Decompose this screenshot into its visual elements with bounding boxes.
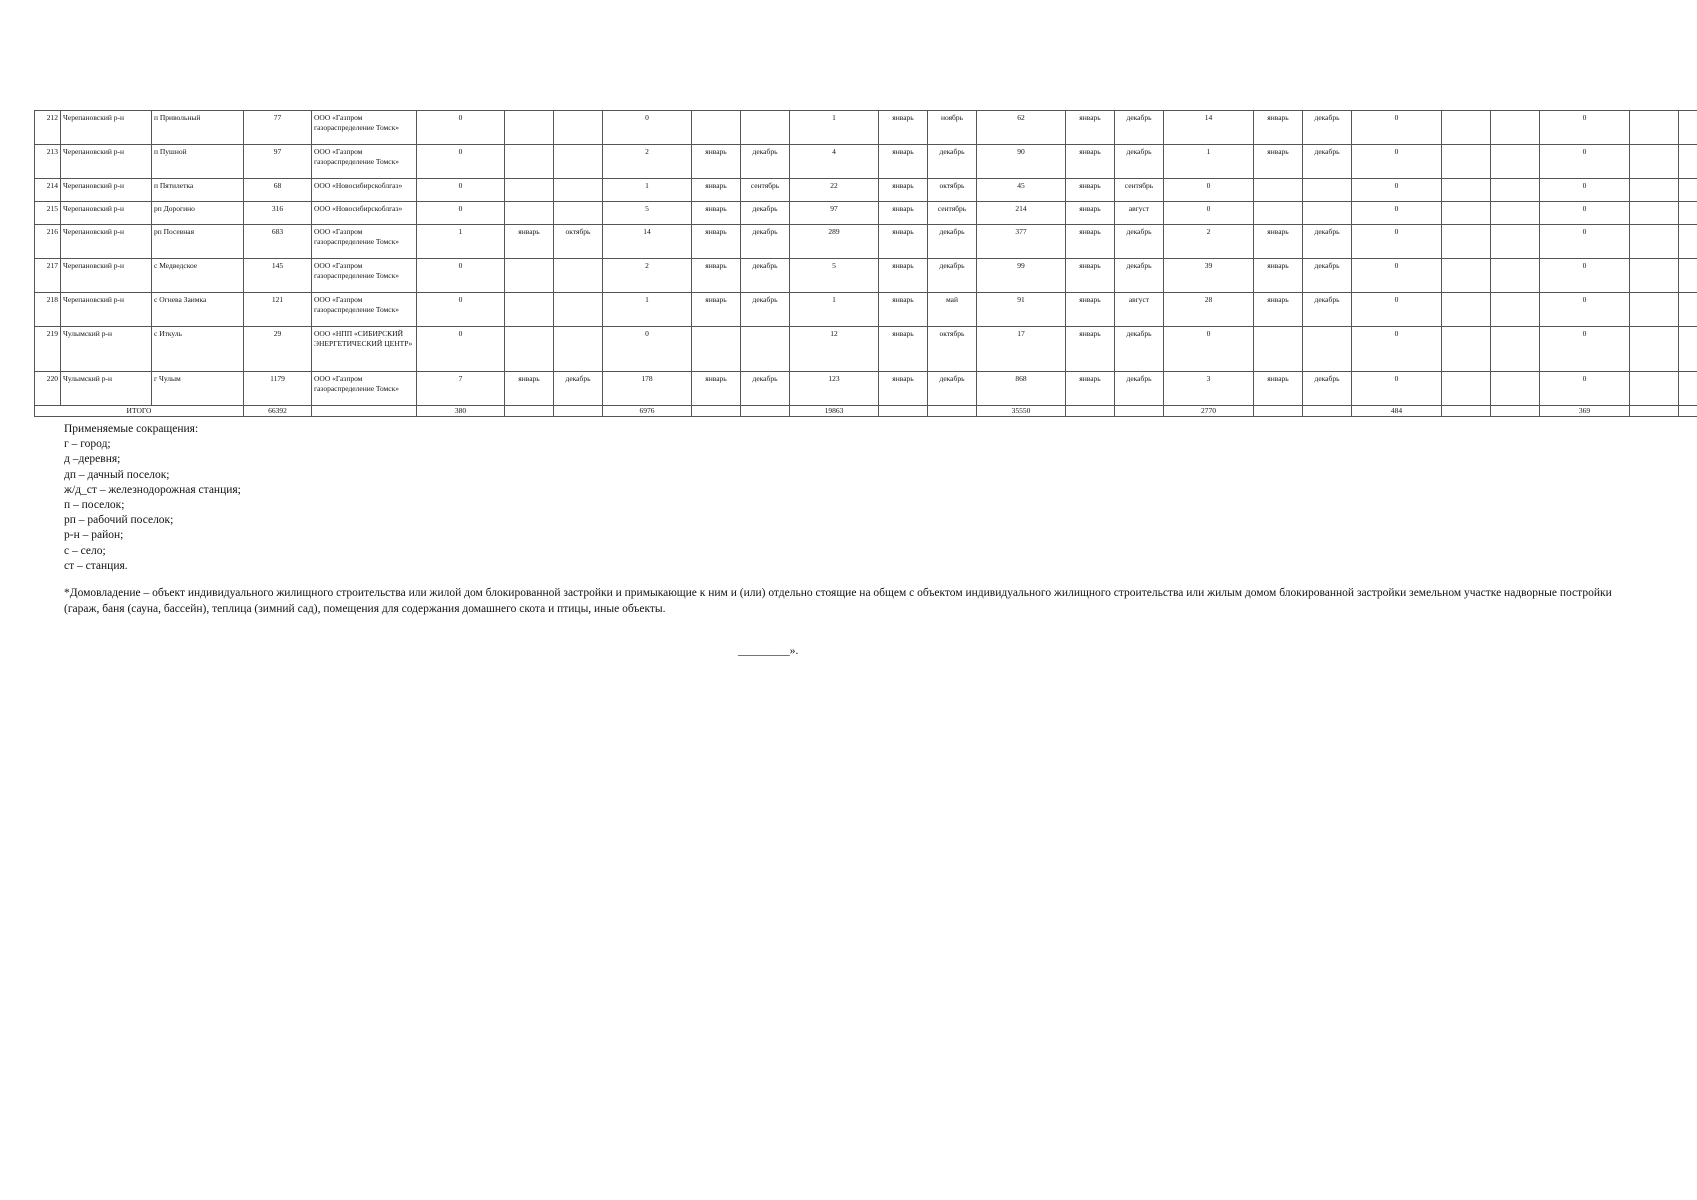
start-month-cell: январь xyxy=(879,259,928,293)
count-cell: 0 xyxy=(1540,145,1630,179)
count-cell: 4 xyxy=(790,145,879,179)
count-cell: 0 xyxy=(417,259,505,293)
start-month-cell: январь xyxy=(879,111,928,145)
end-month-cell xyxy=(1491,145,1540,179)
abbreviation-item: г – город; xyxy=(64,438,111,451)
count-cell: 62 xyxy=(977,111,1066,145)
start-month-cell: январь xyxy=(879,372,928,406)
start-month-cell xyxy=(1254,179,1303,202)
end-month-cell xyxy=(741,111,790,145)
district-cell: Черепановский р-н xyxy=(61,259,152,293)
count-cell: 377 xyxy=(977,225,1066,259)
end-month-cell: декабрь xyxy=(741,293,790,327)
end-month-cell xyxy=(1679,179,1697,202)
start-month-cell xyxy=(505,259,554,293)
district-cell: Черепановский р-н xyxy=(61,293,152,327)
count-cell: 0 xyxy=(1352,327,1442,372)
count-cell: 0 xyxy=(417,327,505,372)
households-count-cell: 145 xyxy=(244,259,312,293)
abbreviation-item: рп – рабочий поселок; xyxy=(64,514,174,527)
organization-cell: ООО «НПП «СИБИРСКИЙ ЭНЕРГЕТИЧЕСКИЙ ЦЕНТР» xyxy=(312,327,417,372)
start-month-cell xyxy=(1630,293,1679,327)
end-month-cell xyxy=(1679,202,1697,225)
start-month-cell xyxy=(1442,259,1491,293)
abbreviation-item: ст – станция. xyxy=(64,559,128,572)
end-month-cell: декабрь xyxy=(741,225,790,259)
end-month-cell xyxy=(554,293,603,327)
count-cell: 0 xyxy=(1540,327,1630,372)
district-cell: Черепановский р-н xyxy=(61,179,152,202)
count-cell: 178 xyxy=(603,372,692,406)
count-cell: 0 xyxy=(1164,202,1254,225)
start-month-cell: январь xyxy=(1254,225,1303,259)
end-month-cell xyxy=(1679,372,1697,406)
start-month-cell: январь xyxy=(692,293,741,327)
end-month-cell: август xyxy=(1115,293,1164,327)
end-month-cell: октябрь xyxy=(928,179,977,202)
start-month-cell xyxy=(505,202,554,225)
totals-count-cell: 6976 xyxy=(603,406,692,417)
end-month-cell xyxy=(1679,145,1697,179)
organization-cell: ООО «Газпром газораспределение Томск» xyxy=(312,259,417,293)
start-month-cell xyxy=(692,327,741,372)
count-cell: 0 xyxy=(1164,327,1254,372)
count-cell: 0 xyxy=(1164,179,1254,202)
district-cell: Черепановский р-н xyxy=(61,111,152,145)
count-cell: 0 xyxy=(603,327,692,372)
count-cell: 0 xyxy=(1352,179,1442,202)
count-cell: 1 xyxy=(417,225,505,259)
district-cell: Чулымский р-н xyxy=(61,327,152,372)
totals-empty-cell xyxy=(1491,406,1540,417)
row-number-cell: 219 xyxy=(35,327,61,372)
end-month-cell xyxy=(1679,259,1697,293)
end-month-cell: сентябрь xyxy=(928,202,977,225)
count-cell: 289 xyxy=(790,225,879,259)
start-month-cell xyxy=(1630,327,1679,372)
totals-empty-cell xyxy=(879,406,928,417)
start-month-cell: январь xyxy=(1066,259,1115,293)
start-month-cell xyxy=(1442,327,1491,372)
count-cell: 0 xyxy=(1540,202,1630,225)
start-month-cell: январь xyxy=(1066,293,1115,327)
settlement-cell: с Иткуль xyxy=(152,327,244,372)
count-cell: 45 xyxy=(977,179,1066,202)
settlement-cell: рп Дорогино xyxy=(152,202,244,225)
end-month-cell: сентябрь xyxy=(1115,179,1164,202)
count-cell: 5 xyxy=(603,202,692,225)
totals-households: 66392 xyxy=(244,406,312,417)
table-row xyxy=(35,179,1697,202)
settlement-cell: п Пятилетка xyxy=(152,179,244,202)
start-month-cell: январь xyxy=(879,225,928,259)
start-month-cell xyxy=(1254,202,1303,225)
count-cell: 0 xyxy=(1352,225,1442,259)
households-count-cell: 97 xyxy=(244,145,312,179)
households-count-cell: 29 xyxy=(244,327,312,372)
count-cell: 0 xyxy=(1540,372,1630,406)
totals-count-cell: 19863 xyxy=(790,406,879,417)
start-month-cell xyxy=(1630,111,1679,145)
table-row xyxy=(35,202,1697,225)
end-month-cell: декабрь xyxy=(741,372,790,406)
abbreviation-item: с – село; xyxy=(64,544,106,557)
totals-empty-cell xyxy=(554,406,603,417)
start-month-cell: январь xyxy=(1066,202,1115,225)
end-month-cell: декабрь xyxy=(1303,111,1352,145)
table-row xyxy=(35,293,1697,327)
start-month-cell xyxy=(1254,327,1303,372)
totals-count-cell: 484 xyxy=(1352,406,1442,417)
count-cell: 0 xyxy=(1352,145,1442,179)
settlement-cell: с Медведское xyxy=(152,259,244,293)
totals-count-cell: 35550 xyxy=(977,406,1066,417)
end-month-cell: декабрь xyxy=(1303,225,1352,259)
start-month-cell: январь xyxy=(1254,259,1303,293)
count-cell: 2 xyxy=(1164,225,1254,259)
count-cell: 97 xyxy=(790,202,879,225)
start-month-cell xyxy=(505,327,554,372)
totals-empty-cell xyxy=(312,406,417,417)
start-month-cell: январь xyxy=(692,372,741,406)
count-cell: 0 xyxy=(1352,372,1442,406)
row-number-cell: 215 xyxy=(35,202,61,225)
organization-cell: ООО «Газпром газораспределение Томск» xyxy=(312,372,417,406)
start-month-cell: январь xyxy=(1066,179,1115,202)
end-month-cell xyxy=(554,111,603,145)
start-month-cell xyxy=(1442,111,1491,145)
count-cell: 0 xyxy=(1352,293,1442,327)
end-month-cell xyxy=(1491,293,1540,327)
footnote-text: *Домовладение – объект индивидуального жилищного строительства или жилой дом блокированной застройки и примыкающие к ним и (или) отдельно стоящие на общем с объектом индивидуального жилищного строительства или жилым домом блокированной застройки земельном участке надворные постройки (гараж, баня (сауна, бассейн), теплица (зимний сад), помещения для содержания домашнего скота и птицы, иные объекты. xyxy=(64,587,1612,615)
end-month-cell xyxy=(1491,179,1540,202)
start-month-cell: январь xyxy=(1254,111,1303,145)
organization-cell: ООО «Газпром газораспределение Томск» xyxy=(312,111,417,145)
table-body xyxy=(35,111,1697,417)
start-month-cell xyxy=(1442,372,1491,406)
gasification-schedule-table xyxy=(34,110,1697,417)
end-month-cell: декабрь xyxy=(1303,372,1352,406)
count-cell: 0 xyxy=(1352,202,1442,225)
start-month-cell xyxy=(1630,225,1679,259)
totals-empty-cell xyxy=(1630,406,1679,417)
settlement-cell: г Чулым xyxy=(152,372,244,406)
start-month-cell: январь xyxy=(505,225,554,259)
end-month-cell xyxy=(554,327,603,372)
start-month-cell xyxy=(505,145,554,179)
abbreviation-item: п – поселок; xyxy=(64,499,125,512)
start-month-cell: январь xyxy=(1066,225,1115,259)
count-cell: 214 xyxy=(977,202,1066,225)
organization-cell: ООО «Новосибирскоблгаз» xyxy=(312,202,417,225)
start-month-cell: январь xyxy=(692,202,741,225)
abbreviation-item: д –деревня; xyxy=(64,453,121,466)
table-row xyxy=(35,111,1697,145)
count-cell: 7 xyxy=(417,372,505,406)
end-month-cell xyxy=(554,179,603,202)
row-number-cell: 217 xyxy=(35,259,61,293)
end-month-cell: декабрь xyxy=(928,225,977,259)
end-month-cell: декабрь xyxy=(1115,225,1164,259)
end-month-cell: декабрь xyxy=(1115,372,1164,406)
start-month-cell: январь xyxy=(879,293,928,327)
end-month-cell xyxy=(1491,259,1540,293)
end-month-cell: декабрь xyxy=(1115,259,1164,293)
count-cell: 0 xyxy=(1540,293,1630,327)
start-month-cell xyxy=(1630,179,1679,202)
end-month-cell: декабрь xyxy=(1115,145,1164,179)
start-month-cell xyxy=(1630,372,1679,406)
count-cell: 28 xyxy=(1164,293,1254,327)
start-month-cell: январь xyxy=(692,259,741,293)
start-month-cell xyxy=(1630,202,1679,225)
end-month-cell: октябрь xyxy=(554,225,603,259)
settlement-cell: п Пушной xyxy=(152,145,244,179)
count-cell: 868 xyxy=(977,372,1066,406)
end-month-cell xyxy=(1679,327,1697,372)
start-month-cell: январь xyxy=(1254,293,1303,327)
district-cell: Черепановский р-н xyxy=(61,202,152,225)
end-month-cell: декабрь xyxy=(741,145,790,179)
abbreviations-title: Применяемые сокращения: xyxy=(64,423,199,435)
end-month-cell: декабрь xyxy=(928,372,977,406)
abbreviation-item: р-н – район; xyxy=(64,529,124,542)
totals-empty-cell xyxy=(1442,406,1491,417)
end-month-cell xyxy=(1679,111,1697,145)
count-cell: 0 xyxy=(1540,225,1630,259)
count-cell: 1 xyxy=(603,293,692,327)
totals-empty-cell xyxy=(1066,406,1115,417)
start-month-cell xyxy=(1630,259,1679,293)
end-month-cell: сентябрь xyxy=(741,179,790,202)
households-count-cell: 316 xyxy=(244,202,312,225)
households-count-cell: 77 xyxy=(244,111,312,145)
end-month-cell: ноябрь xyxy=(928,111,977,145)
end-month-cell xyxy=(554,145,603,179)
end-month-cell: август xyxy=(1115,202,1164,225)
start-month-cell xyxy=(1442,293,1491,327)
row-number-cell: 213 xyxy=(35,145,61,179)
end-month-cell: декабрь xyxy=(928,145,977,179)
start-month-cell: январь xyxy=(879,327,928,372)
organization-cell: ООО «Газпром газораспределение Томск» xyxy=(312,225,417,259)
start-month-cell xyxy=(505,293,554,327)
totals-label: ИТОГО xyxy=(35,406,244,417)
count-cell: 5 xyxy=(790,259,879,293)
start-month-cell: январь xyxy=(1066,327,1115,372)
abbreviations-block xyxy=(64,422,241,574)
end-month-cell xyxy=(1303,179,1352,202)
end-month-cell: май xyxy=(928,293,977,327)
households-count-cell: 683 xyxy=(244,225,312,259)
start-month-cell xyxy=(692,111,741,145)
district-cell: Черепановский р-н xyxy=(61,145,152,179)
count-cell: 1 xyxy=(1164,145,1254,179)
row-number-cell: 218 xyxy=(35,293,61,327)
organization-cell: ООО «Газпром газораспределение Томск» xyxy=(312,293,417,327)
settlement-cell: с Огнева Заимка xyxy=(152,293,244,327)
organization-cell: ООО «Газпром газораспределение Томск» xyxy=(312,145,417,179)
count-cell: 0 xyxy=(1352,111,1442,145)
totals-row xyxy=(35,406,1697,417)
table-row xyxy=(35,259,1697,293)
end-month-cell xyxy=(1491,225,1540,259)
totals-empty-cell xyxy=(1679,406,1697,417)
start-month-cell xyxy=(1442,225,1491,259)
count-cell: 90 xyxy=(977,145,1066,179)
count-cell: 1 xyxy=(790,111,879,145)
start-month-cell xyxy=(1442,202,1491,225)
start-month-cell: январь xyxy=(1066,145,1115,179)
table-row xyxy=(35,372,1697,406)
end-month-cell xyxy=(1303,202,1352,225)
row-number-cell: 216 xyxy=(35,225,61,259)
row-number-cell: 214 xyxy=(35,179,61,202)
count-cell: 14 xyxy=(603,225,692,259)
organization-cell: ООО «Новосибирскоблгаз» xyxy=(312,179,417,202)
totals-count-cell: 2770 xyxy=(1164,406,1254,417)
households-count-cell: 121 xyxy=(244,293,312,327)
start-month-cell xyxy=(505,179,554,202)
count-cell: 2 xyxy=(603,259,692,293)
start-month-cell: январь xyxy=(879,145,928,179)
end-month-cell xyxy=(1491,202,1540,225)
end-month-cell xyxy=(1491,372,1540,406)
count-cell: 0 xyxy=(603,111,692,145)
totals-empty-cell xyxy=(1254,406,1303,417)
count-cell: 123 xyxy=(790,372,879,406)
totals-count-cell: 380 xyxy=(417,406,505,417)
end-month-cell: декабрь xyxy=(1115,327,1164,372)
count-cell: 0 xyxy=(1352,259,1442,293)
count-cell: 99 xyxy=(977,259,1066,293)
count-cell: 12 xyxy=(790,327,879,372)
count-cell: 0 xyxy=(1540,111,1630,145)
table-row xyxy=(35,225,1697,259)
end-month-cell: декабрь xyxy=(928,259,977,293)
district-cell: Черепановский р-н xyxy=(61,225,152,259)
start-month-cell: январь xyxy=(692,225,741,259)
count-cell: 91 xyxy=(977,293,1066,327)
count-cell: 39 xyxy=(1164,259,1254,293)
end-month-cell xyxy=(741,327,790,372)
count-cell: 22 xyxy=(790,179,879,202)
end-month-cell xyxy=(1679,293,1697,327)
count-cell: 14 xyxy=(1164,111,1254,145)
data-table-wrapper xyxy=(34,110,1697,417)
start-month-cell xyxy=(505,111,554,145)
start-month-cell: январь xyxy=(692,179,741,202)
end-month-cell: декабрь xyxy=(554,372,603,406)
settlement-cell: рп Посевная xyxy=(152,225,244,259)
count-cell: 0 xyxy=(417,145,505,179)
start-month-cell: январь xyxy=(879,179,928,202)
district-cell: Чулымский р-н xyxy=(61,372,152,406)
totals-empty-cell xyxy=(928,406,977,417)
totals-empty-cell xyxy=(1115,406,1164,417)
end-month-cell: декабрь xyxy=(1303,259,1352,293)
start-month-cell: январь xyxy=(1254,372,1303,406)
end-month-cell: декабрь xyxy=(741,202,790,225)
end-month-cell xyxy=(554,259,603,293)
row-number-cell: 212 xyxy=(35,111,61,145)
totals-empty-cell xyxy=(505,406,554,417)
households-count-cell: 1179 xyxy=(244,372,312,406)
count-cell: 3 xyxy=(1164,372,1254,406)
totals-count-cell: 369 xyxy=(1540,406,1630,417)
totals-empty-cell xyxy=(1303,406,1352,417)
count-cell: 0 xyxy=(1540,179,1630,202)
start-month-cell: январь xyxy=(1254,145,1303,179)
count-cell: 1 xyxy=(790,293,879,327)
end-month-cell: декабрь xyxy=(1303,293,1352,327)
document-ending: _________». xyxy=(738,645,799,657)
row-number-cell: 220 xyxy=(35,372,61,406)
settlement-cell: п Привольный xyxy=(152,111,244,145)
start-month-cell: январь xyxy=(879,202,928,225)
count-cell: 0 xyxy=(1540,259,1630,293)
count-cell: 1 xyxy=(603,179,692,202)
start-month-cell: январь xyxy=(1066,372,1115,406)
start-month-cell xyxy=(1630,145,1679,179)
end-month-cell xyxy=(554,202,603,225)
table-row xyxy=(35,145,1697,179)
start-month-cell xyxy=(1442,145,1491,179)
start-month-cell: январь xyxy=(692,145,741,179)
abbreviation-item: ж/д_ст – железнодорожная станция; xyxy=(64,483,241,496)
count-cell: 0 xyxy=(417,179,505,202)
totals-empty-cell xyxy=(692,406,741,417)
count-cell: 2 xyxy=(603,145,692,179)
end-month-cell xyxy=(1491,327,1540,372)
households-count-cell: 68 xyxy=(244,179,312,202)
abbreviation-item: дп – дачный поселок; xyxy=(64,468,170,481)
end-month-cell xyxy=(1679,225,1697,259)
count-cell: 0 xyxy=(417,293,505,327)
start-month-cell xyxy=(1442,179,1491,202)
totals-empty-cell xyxy=(741,406,790,417)
count-cell: 0 xyxy=(417,111,505,145)
end-month-cell xyxy=(1491,111,1540,145)
end-month-cell: декабрь xyxy=(741,259,790,293)
end-month-cell: октябрь xyxy=(928,327,977,372)
count-cell: 0 xyxy=(417,202,505,225)
table-row xyxy=(35,327,1697,372)
end-month-cell: декабрь xyxy=(1303,145,1352,179)
count-cell: 17 xyxy=(977,327,1066,372)
start-month-cell: январь xyxy=(505,372,554,406)
end-month-cell xyxy=(1303,327,1352,372)
end-month-cell: декабрь xyxy=(1115,111,1164,145)
start-month-cell: январь xyxy=(1066,111,1115,145)
